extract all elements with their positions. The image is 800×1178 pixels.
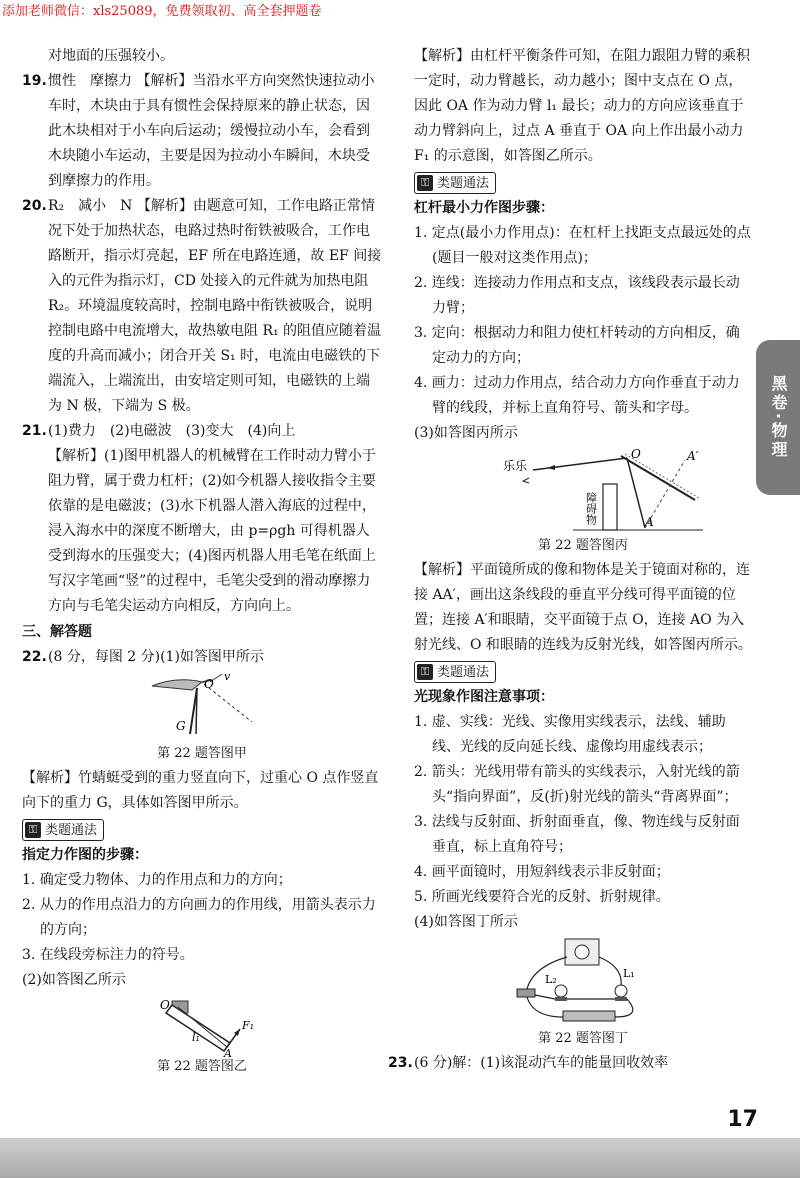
label-l1: l₁: [192, 1031, 200, 1044]
answer-text: (6 分)解：(1)该混动汽车的能量回收效率: [414, 1055, 669, 1071]
method-badge: [22, 819, 104, 841]
label-a: A: [645, 515, 654, 529]
answer-text: (1)费力 (2)电磁波 (3)变大 (4)向上: [48, 423, 296, 439]
figure-ding: [414, 937, 752, 1049]
lever-diagram: [132, 995, 272, 1057]
key-icon: ⚿: [417, 175, 433, 191]
mirror-diagram: [463, 448, 703, 536]
tip-item: 1. 虚、实线：光线、实像用实线表示，法线、辅助线、光线的反向延长线、虚像均用虚线表示；: [414, 714, 726, 755]
label-o: O: [204, 677, 214, 691]
question-19: [22, 69, 382, 194]
figure-jia: [22, 672, 382, 764]
figure-caption: 第 22 题答图乙: [157, 1059, 247, 1074]
tip-item: 1. 确定受力物体、力的作用点和力的方向；: [22, 872, 292, 888]
analysis-text: 【解析】(1)图甲机器人的机械臂在工作时动力臂小于阻力臂，属于费力杠杆；(2)如今机器人接收指令主要依靠的是电磁波；(3)水下机器人潜入海底的过程中，浸入海水中的深度不断增大，由 p=ρgh 可得机器人受到海水的压强变大；(4)图丙机器人用毛笔在纸面上写汉字笔画“竖”的过程中，毛笔尖受到的滑动摩擦力方向与毛笔尖运动方向相反，方向向上。: [48, 448, 376, 614]
answer-text: (8 分，每图 2 分)(1)如答图甲所示: [48, 649, 264, 665]
tip-item: 5. 所画光线要符合光的反射、折射规律。: [414, 889, 670, 905]
key-icon: ⚿: [25, 822, 41, 838]
question-number: 22.: [22, 649, 47, 665]
answer-text: (3)如答图丙所示: [414, 425, 518, 441]
analysis-text: 【解析】由杠杆平衡条件可知，在阻力跟阻力臂的乘积一定时，动力臂越长，动力越小；图中支点在 O 点，因此 OA 作为动力臂 l₁ 最长；动力的方向应该垂直于动力臂斜向上，过点 A 垂直于 OA 向上作出最小动力 F₁ 的示意图，如答图乙所示。: [414, 48, 750, 164]
key-icon: ⚿: [417, 664, 433, 680]
tip-item: 3. 在线段旁标注力的符号。: [22, 947, 194, 963]
left-column: [22, 44, 382, 1079]
answer-text: 惯性 摩擦力 【解析】当沿水平方向突然快速拉动小车时，木块由于具有惯性会保持原来的静止状态，因此木块相对于小车向后运动；缓慢拉动小车，会看到木块随小车运动，主要是因为拉动小车瞬间，木块受到摩擦力的作用。: [48, 73, 375, 189]
figure-bing: [414, 448, 752, 556]
tip-item: 3. 法线与反射面、折射面垂直，像、物连线与反射面垂直，标上直角符号；: [414, 814, 740, 855]
label-a: A: [224, 1047, 232, 1057]
tip-title: 杠杆最小力作图步骤：: [414, 200, 554, 216]
question-number: 19.: [22, 73, 47, 89]
question-23: [388, 1051, 752, 1076]
tip-item: 3. 定向：根据动力和阻力使杠杆转动的方向相反，确定动力的方向；: [414, 325, 740, 366]
label-g: G: [176, 719, 186, 733]
tip-item: 4. 画力：过动力作用点，结合动力方向作垂直于动力臂的线段，并标上直角符号、箭头和字母。: [414, 375, 740, 416]
tip-item: 2. 从力的作用点沿力的方向画力的作用线，用箭头表示力的方向；: [22, 897, 376, 938]
badge-label: 类题通法: [45, 822, 98, 838]
label-f1: F₁: [242, 1019, 255, 1032]
label-l1: L₁: [623, 967, 635, 980]
label-obstacle: 障碍物: [584, 492, 598, 525]
tip-title: 指定力作图的步骤：: [22, 847, 148, 863]
tip-title: 光现象作图注意事项：: [414, 689, 554, 705]
question-22: [22, 645, 382, 670]
label-o: O: [160, 998, 170, 1012]
tip-item: 4. 画平面镜时，用短斜线表示非反射面；: [414, 864, 670, 880]
bottom-edge-shadow: [0, 1138, 800, 1178]
continuation-text: 对地面的压强较小。: [48, 48, 174, 64]
question-number: 20.: [22, 198, 47, 214]
answer-text: (4)如答图丁所示: [414, 914, 518, 930]
figure-caption: 第 22 题答图丙: [538, 538, 628, 553]
right-column: [388, 44, 752, 1076]
analysis-text: 【解析】竹蜻蜓受到的重力竖直向下，过重心 O 点作竖直向下的重力 G，具体如答图甲所示。: [22, 770, 379, 811]
question-number: 21.: [22, 423, 47, 439]
question-number: 23.: [388, 1055, 413, 1071]
bamboo-dragonfly-diagram: [132, 672, 272, 744]
answer-text: (2)如答图乙所示: [22, 972, 126, 988]
label-o: O: [631, 448, 641, 461]
figure-caption: 第 22 题答图甲: [157, 746, 247, 761]
tip-item: 1. 定点(最小力作用点)：在杠杆上找距支点最远处的点(题目一般对这类作用点)；: [414, 225, 751, 266]
badge-label: 类题通法: [437, 664, 490, 680]
label-person: 乐乐: [503, 459, 528, 473]
tip-item: 2. 箭头：光线用带有箭头的实线表示，入射光线的箭头“指向界面”，反(折)射光线的箭头“背离界面”；: [414, 764, 740, 805]
analysis-text: 【解析】平面镜所成的像和物体是关于镜面对称的，连接 AA′，画出这条线段的垂直平分线可得平面镜的位置；连接 A′和眼睛，交平面镜于点 O，连接 AO 为入射光线、O 和眼睛的连线为反射光线，如答图丙所示。: [414, 562, 752, 653]
page-number: 17: [727, 1107, 758, 1132]
badge-label: 类题通法: [437, 175, 490, 191]
circuit-diagram: [503, 937, 663, 1029]
label-l2: L₂: [545, 973, 557, 986]
method-badge: [414, 172, 496, 194]
question-21: [22, 419, 382, 619]
method-badge: [414, 661, 496, 683]
figure-yi: [22, 995, 382, 1077]
tip-item: 2. 连线：连接动力作用点和支点，该线段表示最长动力臂；: [414, 275, 740, 316]
question-20: [22, 194, 382, 419]
answer-text: R₂ 减小 N 【解析】由题意可知，工作电路正常情况下处于加热状态，电路过热时衔铁被吸合，工作电路断开，指示灯亮起，EF 所在电路连通，故 EF 间接入的元件为指示灯，CD 处接入的元件就为加热电阻 R₂。环境温度较高时，控制电路中衔铁被吸合，说明控制电路中电流增大，故热敏电阻 R₁ 的阻值应随着温度的升高而减小；闭合开关 S₁ 时，电流由电磁铁的下端流入，上端流出，由安培定则可知，电磁铁的上端为 N 极，下端为 S 极。: [48, 198, 382, 414]
header-note: 添加老师微信：xls25089，免费领取初、高全套押题卷: [2, 4, 322, 19]
label-a-prime: A′: [687, 449, 699, 463]
figure-caption: 第 22 题答图丁: [538, 1031, 628, 1046]
subject-side-tab: 黑卷·物理: [756, 340, 800, 495]
label-v: v: [224, 672, 231, 683]
section-heading: 三、解答题: [22, 624, 92, 640]
